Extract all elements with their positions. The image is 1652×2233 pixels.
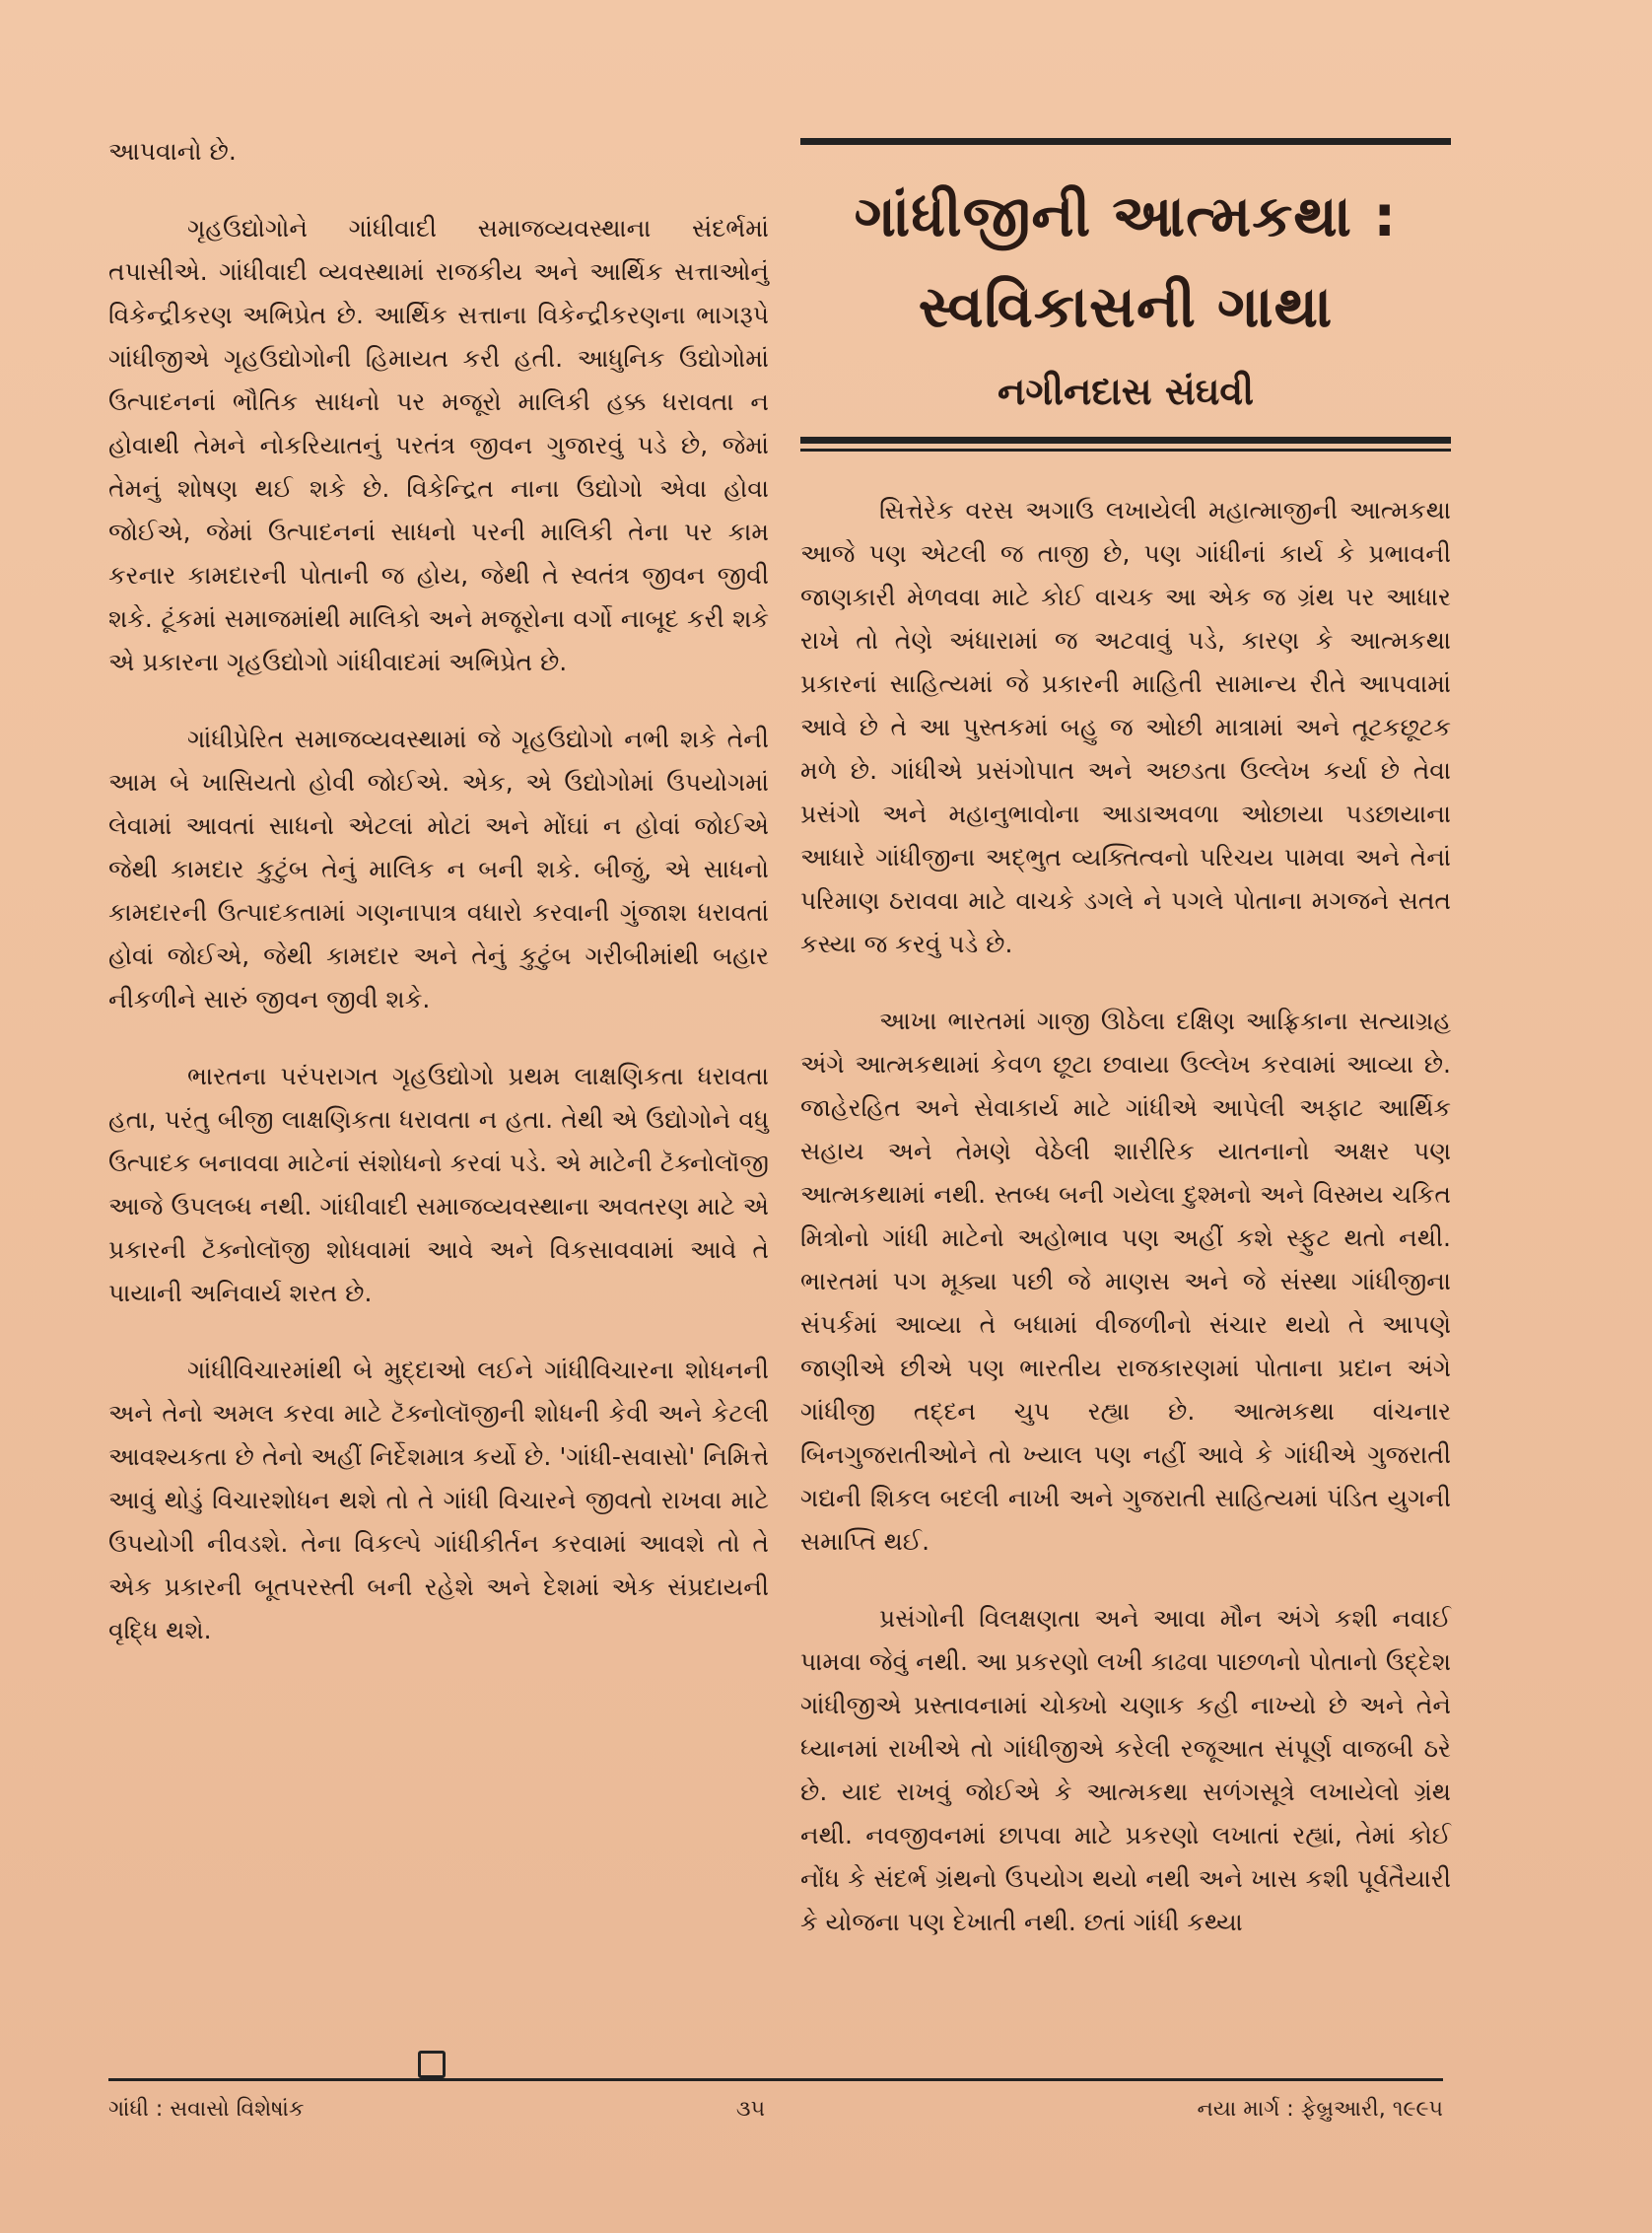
- paragraph: ભારતના પરંપરાગત ગૃહઉદ્યોગો પ્રથમ લાક્ષણિકતા ધરાવતા હતા, પરંતુ બીજી લાક્ષણિકતા ધરાવતા ન હતા. તેથી એ ઉદ્યોગોને વધુ ઉત્પાદક બનાવવા માટેનાં સંશોધનો કરવાં પડે. એ માટેની ટૅક્નોલૉજી આજે ઉપલબ્ધ નથી. ગાંધીવાદી સમાજવ્યવસ્થાના અવતરણ માટે એ પ્રકારની ટૅક્નોલૉજી શોધવામાં આવે અને વિકસાવવામાં આવે તે પાયાની અનિવાર્ય શરત છે.: [108, 1062, 769, 1307]
- article-author: નગીનદાસ સંઘવી: [998, 370, 1254, 413]
- paragraph: સિત્તેરેક વરસ અગાઉ લખાયેલી મહાત્માજીની આત્મકથા આજે પણ એટલી જ તાજી છે, પણ ગાંધીનાં કાર્ય કે પ્રભાવની જાણકારી મેળવવા માટે કોઈ વાચક આ એક જ ગ્રંથ પર આધાર રાખે તો તેણે અંધારામાં જ અટવાવું પડે, કારણ કે આત્મકથા પ્રકારનાં સાહિત્યમાં જે પ્રકારની માહિતી સામાન્ય રીતે આપવામાં આવે છે તે આ પુસ્તકમાં બહુ જ ઓછી માત્રામાં અને તૂટકછૂટક મળે છે. ગાંધીએ પ્રસંગોપાત અને અછડતા ઉલ્લેખ કર્યા છે તેવા પ્રસંગો અને મહાનુભાવોના આડાઅવળા ઓછાયા પડછાયાના આધારે ગાંધીજીના અદ્ભુત વ્યક્તિત્વનો પરિચય પામવા અને તેનાં પરિમાણ ઠરાવવા માટે વાચકે ડગલે ને પગલે પોતાના મગજને સતત કસ્યા જ કરવું પડે છે.: [800, 496, 1451, 958]
- title-line-2: સ્વવિકાસની ગાથા: [918, 273, 1334, 340]
- paragraph: પ્રસંગોની વિલક્ષણતા અને આવા મૌન અંગે કશી નવાઈ પામવા જેવું નથી. આ પ્રકરણો લખી કાઢવા પાછળનો પોતાનો ઉદ્દેશ ગાંધીજીએ પ્રસ્તાવનામાં ચોક્ખો ચણાક કહી નાખ્યો છે અને તેને ધ્યાનમાં રાખીએ તો ગાંધીજીએ કરેલી રજૂઆત સંપૂર્ણ વાજબી ઠરે છે. યાદ રાખવું જોઈએ કે આત્મકથા સળંગસૂત્રે લખાયેલો ગ્રંથ નથી. નવજીવનમાં છાપવા માટે પ્રકરણો લખાતાં રહ્યાં, તેમાં કોઈ નોંધ કે સંદર્ભ ગ્રંથનો ઉપયોગ થયો નથી અને ખાસ કશી પૂર્વતૈયારી કે યોજના પણ દેખાતી નથી. છતાં ગાંધી કથ્યા: [800, 1604, 1451, 1936]
- end-of-article-square-icon: [418, 2051, 446, 2078]
- footer-publication: ગાંધી : સવાસો વિશેષાંક: [108, 2097, 305, 2122]
- title-line-1: ગાંધીજીની આત્મકથા :: [854, 182, 1398, 249]
- paragraph: ગાંધીવિચારમાંથી બે મુદ્દાઓ લઈને ગાંધીવિચારના શોધનની અને તેનો અમલ કરવા માટે ટૅક્નોલૉજીની શોધની કેવી અને કેટલી આવશ્યકતા છે તેનો અહીં નિર્દેશમાત્ર કર્યો છે. 'ગાંધી-સવાસો' નિમિત્તે આવું થોડું વિચારશોધન થશે તો તે ગાંધી વિચારને જીવતો રાખવા માટે ઉપયોગી નીવડશે. તેના વિકલ્પે ગાંધીકીર્તન કરવામાં આવશે તો તે એક પ્રકારની બૂતપરસ્તી બની રહેશે અને દેશમાં એક સંપ્રદાયની વૃદ્ધિ થશે.: [108, 1356, 769, 1644]
- right-column: [800, 138, 1451, 1978]
- paragraph: આખા ભારતમાં ગાજી ઊઠેલા દક્ષિણ આફ્રિકાના સત્યાગ્રહ અંગે આત્મકથામાં કેવળ છૂટા છવાયા ઉલ્લેખ કરવામાં આવ્યા છે. જાહેરહિત અને સેવાકાર્ય માટે ગાંધીએ આપેલી અફાટ આર્થિક સહાય અને તેમણે વેઠેલી શારીરિક યાતનાનો અક્ષર પણ આત્મકથામાં નથી. સ્તબ્ધ બની ગયેલા દુશ્મનો અને વિસ્મય ચકિત મિત્રોનો ગાંધી માટેનો અહોભાવ પણ અહીં કશે સ્ફુટ થતો નથી. ભારતમાં પગ મૂક્યા પછી જે માણસ અને જે સંસ્થા ગાંધીજીના સંપર્કમાં આવ્યા તે બધામાં વીજળીનો સંચાર થયો તે આપણે જાણીએ છીએ પણ ભારતીય રાજકારણમાં પોતાના પ્રદાન અંગે ગાંધીજી તદ્દન ચુપ રહ્યા છે. આત્મકથા વાંચનાર બિનગુજરાતીઓને તો ખ્યાલ પણ નહીં આવે કે ગાંધીએ ગુજરાતી ગદ્યની શિકલ બદલી નાખી અને ગુજરાતી સાહિત્યમાં પંડિત યુગની સમાપ્તિ થઈ.: [800, 1007, 1451, 1556]
- paragraph: ગાંધીપ્રેરિત સમાજવ્યવસ્થામાં જે ગૃહઉદ્યોગો નભી શકે તેની આમ બે ખાસિયતો હોવી જોઈએ. એક, એ ઉદ્યોગોમાં ઉપયોગમાં લેવામાં આવતાં સાધનો એટલાં મોટાં અને મોંઘાં ન હોવાં જોઈએ જેથી કામદાર કુટુંબ તેનું માલિક ન બની શકે. બીજું, એ સાધનો કામદારની ઉત્પાદકતામાં ગણનાપાત્ર વધારો કરવાની ગુંજાશ ધરાવતાં હોવાં જોઈએ, જેથી કામદાર અને તેનું કુટુંબ ગરીબીમાંથી બહાર નીકળીને સારું જીવન જીવી શકે.: [108, 725, 769, 1013]
- footer-issue: નયા માર્ગ : ફેબ્રુઆરી, ૧૯૯૫: [1197, 2097, 1443, 2122]
- left-column: [108, 130, 769, 1686]
- article-title: [800, 171, 1451, 352]
- title-bottom-rule: [800, 437, 1451, 452]
- paragraph-continuation: આપવાનો છે.: [108, 137, 237, 166]
- paragraph: ગૃહઉદ્યોગોને ગાંધીવાદી સમાજવ્યવસ્થાના સંદર્ભમાં તપાસીએ. ગાંધીવાદી વ્યવસ્થામાં રાજકીય અને આર્થિક સત્તાઓનું વિકેન્દ્રીકરણ અભિપ્રેત છે. આર્થિક સત્તાના વિકેન્દ્રીકરણના ભાગરૂપે ગાંધીજીએ ગૃહઉદ્યોગોની હિમાયત કરી હતી. આધુનિક ઉદ્યોગોમાં ઉત્પાદનનાં ભૌતિક સાધનો પર મજૂરો માલિકી હક્ક ધરાવતા ન હોવાથી તેમને નોકરિયાતનું પરતંત્ર જીવન ગુજારવું પડે છે, જેમાં તેમનું શોષણ થઈ શકે છે. વિકેન્દ્રિત નાના ઉદ્યોગો એવા હોવા જોઈએ, જેમાં ઉત્પાદનનાં સાધનો પરની માલિકી તેના પર કામ કરનાર કામદારની પોતાની જ હોય, જેથી તે સ્વતંત્ર જીવન જીવી શકે. ટૂંકમાં સમાજમાંથી માલિકો અને મજૂરોના વર્ગો નાબૂદ કરી શકે એ પ્રકારના ગૃહઉદ્યોગો ગાંધીવાદમાં અભિપ્રેત છે.: [108, 214, 769, 676]
- page-footer: [108, 2078, 1443, 2125]
- page-number: ૩૫: [735, 2097, 766, 2122]
- title-top-rule: [800, 138, 1451, 145]
